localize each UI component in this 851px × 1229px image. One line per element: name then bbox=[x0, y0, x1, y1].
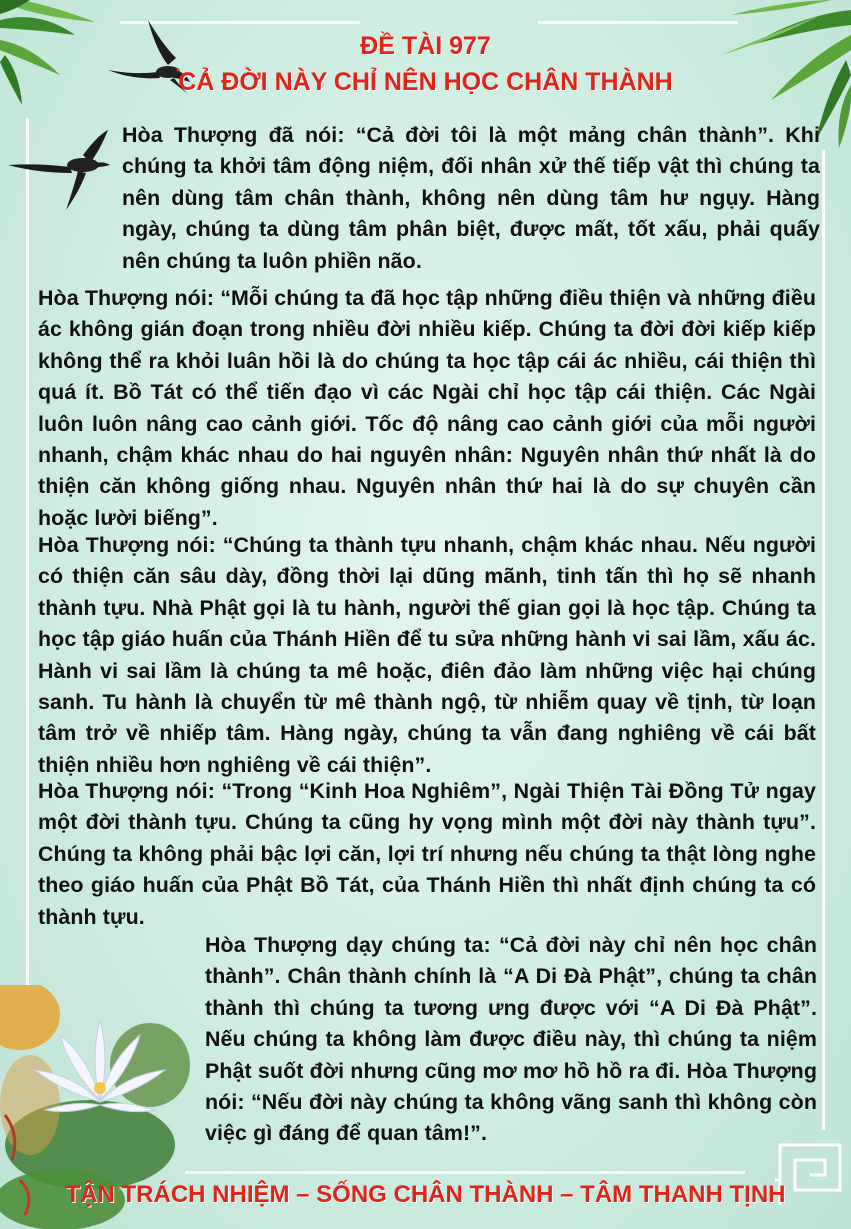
paragraph-2: Hòa Thượng nói: “Mỗi chúng ta đã học tập những điều thiện và những điều ác không gián đoạn trong nhiều đời nhiều kiếp. Chúng ta đời đời kiếp kiếp không thể ra khỏi luân hồi là do chúng ta học tập cái ác nhiều, cái thiện thì quá ít. Bồ Tát có thể tiến đạo vì các Ngài chỉ học tập cái thiện. Các Ngài luôn luôn nâng cao cảnh giới. Tốc độ nâng cao cảnh giới của mỗi người nhanh, chậm khác nhau do hai nguyên nhân: Nguyên nhân thứ nhất là do thiện căn không giống nhau. Nguyên nhân thứ hai là do sự chuyên cần hoặc lười biếng”. bbox=[38, 286, 816, 530]
paragraph-5: Hòa Thượng dạy chúng ta: “Cả đời này chỉ nên học chân thành”. Chân thành chính là “A Di Đà Phật”, chúng ta chân thành thì chúng ta tương ưng được với “A Di Đà Phật”. Nếu chúng ta không làm được điều này, thì chúng ta niệm Phật suốt đời nhưng cũng mơ mơ hồ hồ ra đi. Hòa Thượng nói: “Nếu đời này chúng ta không vãng sanh thì không còn việc gì đáng để quan tâm!”. bbox=[205, 933, 817, 1146]
swallow-bird-icon bbox=[8, 125, 118, 215]
lotus-flower-icon bbox=[30, 1010, 170, 1140]
footer-slogan: TẬN TRÁCH NHIỆM – SỐNG CHÂN THÀNH – TÂM THANH TỊNH bbox=[65, 1181, 786, 1208]
frame-line-right bbox=[822, 150, 825, 1130]
topic-number: ĐỀ TÀI 977 bbox=[360, 32, 491, 60]
page-header bbox=[0, 28, 851, 100]
paragraph-1: Hòa Thượng đã nói: “Cả đời tôi là một mảng chân thành”. Khi chúng ta khởi tâm động niệm, đối nhân xử thế tiếp vật thì chúng ta nên dùng tâm chân thành, không nên dùng tâm hư ngụy. Hàng ngày, chúng ta dùng tâm phân biệt, được mất, tốt xấu, phải quấy nên chúng ta luôn phiền não. bbox=[122, 123, 820, 273]
frame-line-bottom bbox=[185, 1171, 745, 1174]
page-title: CẢ ĐỜI NÀY CHỈ NÊN HỌC CHÂN THÀNH bbox=[178, 68, 673, 96]
frame-line-top-right bbox=[538, 21, 738, 24]
paragraph-3: Hòa Thượng nói: “Chúng ta thành tựu nhanh, chậm khác nhau. Nếu người có thiện căn sâu dày, đồng thời lại dũng mãnh, tinh tấn thì họ sẽ nhanh thành tựu. Nhà Phật gọi là tu hành, người thế gian gọi là học tập. Chúng ta học tập giáo huấn của Thánh Hiền để tu sửa những hành vi sai lầm, xấu ác. Hành vi sai lầm là chúng ta mê hoặc, điên đảo làm những việc hại chúng sanh. Tu hành là chuyển từ mê thành ngộ, từ nhiễm quay về tịnh, từ loạn tâm trở về nhiếp tâm. Hàng ngày, chúng ta vẫn đang nghiêng về cái bất thiện nhiều hơn nghiêng về cái thiện”. bbox=[38, 533, 816, 777]
paragraph-4: Hòa Thượng nói: “Trong “Kinh Hoa Nghiêm”, Ngài Thiện Tài Đồng Tử ngay một đời thành tựu. Chúng ta cũng hy vọng mình một đời này thành tựu”. Chúng ta không phải bậc lợi căn, lợi trí nhưng nếu chúng ta thật lòng nghe theo giáo huấn của Phật Bồ Tát, của Thánh Hiền thì nhất định chúng ta có thành tựu. bbox=[38, 779, 816, 929]
frame-line-left bbox=[26, 118, 29, 988]
